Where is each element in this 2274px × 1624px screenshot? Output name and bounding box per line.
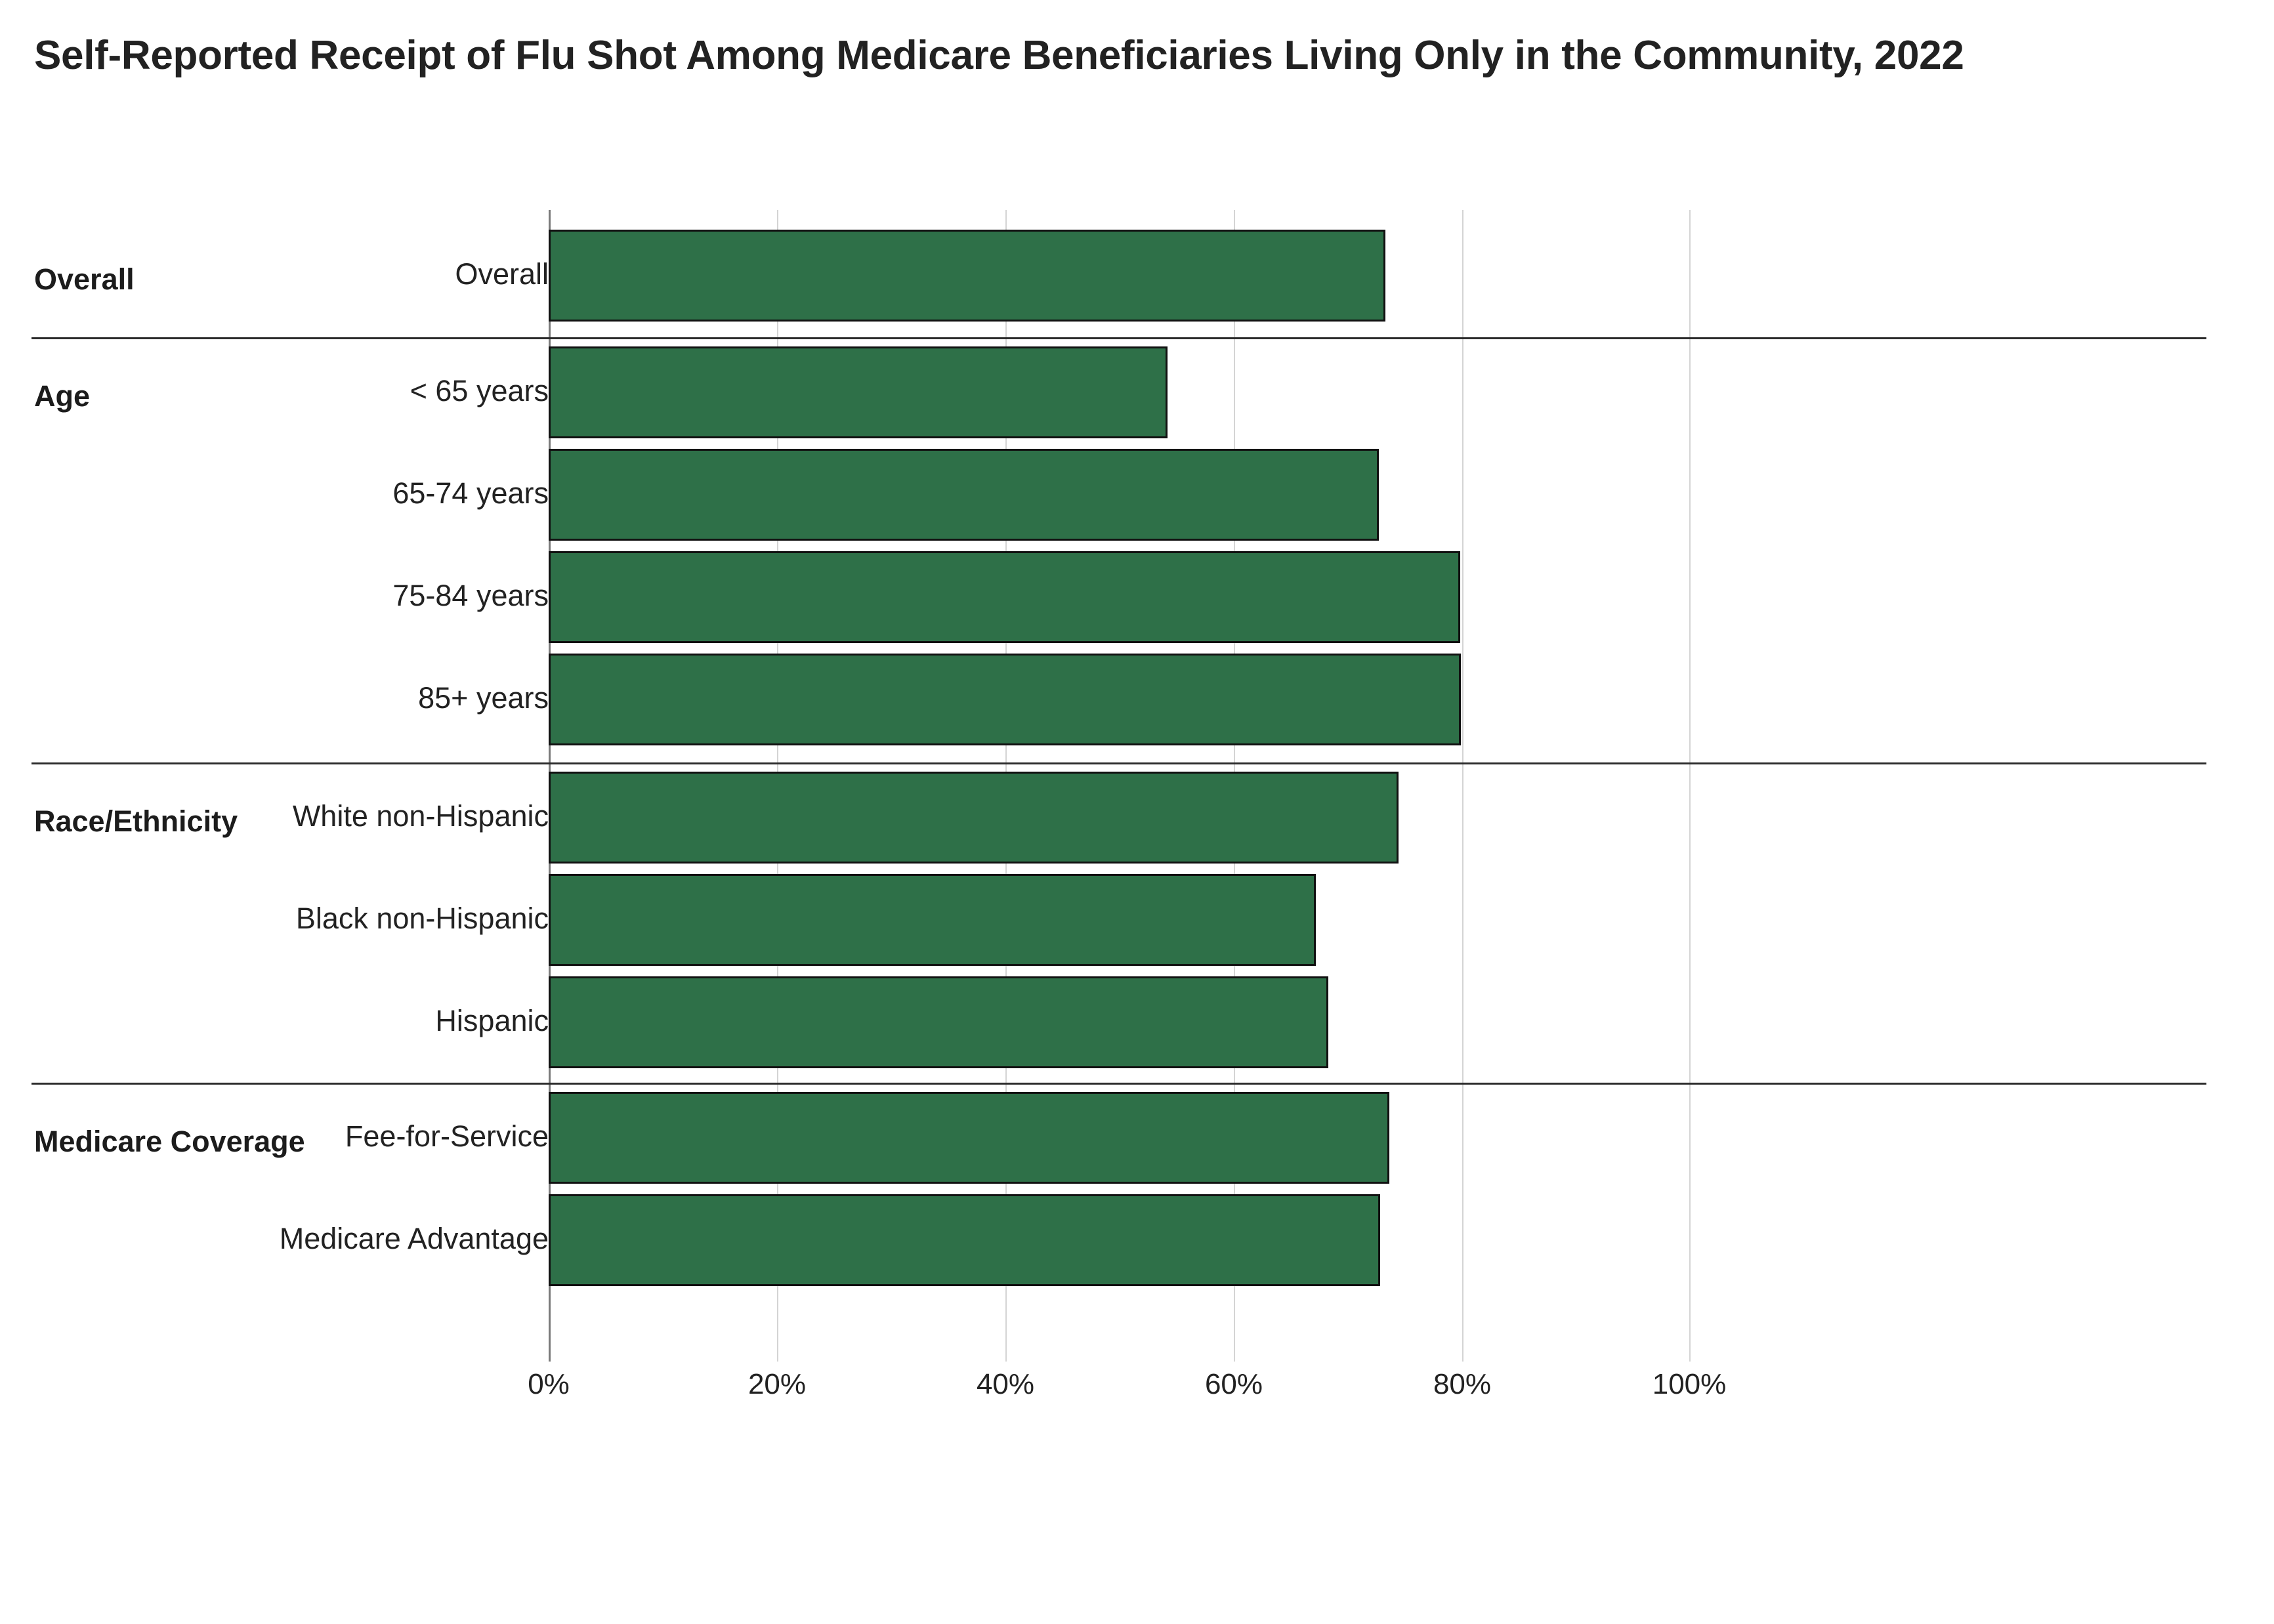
x-tick-label: 40%: [976, 1368, 1035, 1400]
bar[interactable]: [549, 551, 1460, 643]
bar-row-65-74[interactable]: [32, 449, 2240, 541]
plot-area: [32, 210, 2240, 1400]
group-separator-2: [32, 762, 2206, 764]
group-separator-1: [32, 337, 2206, 339]
group-label-age: Age: [34, 379, 91, 413]
bar[interactable]: [549, 230, 1385, 322]
bar-row-white-non-hispanic[interactable]: [32, 772, 2240, 864]
category-label: Overall: [455, 257, 549, 291]
x-tick-label: 0%: [528, 1368, 570, 1400]
category-label: < 65 years: [410, 374, 549, 407]
category-label: Medicare Advantage: [279, 1222, 549, 1255]
bar[interactable]: [549, 654, 1461, 745]
bar-row-fee-for-service[interactable]: [32, 1092, 2240, 1184]
page-title: Self-Reported Receipt of Flu Shot Among Medicare Beneficiaries Living Only in the Community, 2022: [34, 33, 1964, 78]
category-label: 65-74 years: [392, 476, 549, 510]
bar-row-overall[interactable]: [32, 230, 2240, 322]
bar[interactable]: [549, 1092, 1389, 1184]
bar-row-medicare-advantage[interactable]: [32, 1194, 2240, 1286]
bar[interactable]: [549, 1194, 1380, 1286]
bar-row-hispanic[interactable]: [32, 976, 2240, 1068]
bar[interactable]: [549, 449, 1379, 541]
bar[interactable]: [549, 976, 1328, 1068]
x-tick-label: 80%: [1433, 1368, 1492, 1400]
category-label: Black non-Hispanic: [295, 902, 549, 935]
group-label-race-ethnicity: Race/Ethnicity: [34, 804, 238, 838]
bar-row-85plus[interactable]: [32, 654, 2240, 745]
x-tick-label: 100%: [1652, 1368, 1727, 1400]
category-label: White non-Hispanic: [292, 799, 549, 833]
group-separator-3: [32, 1083, 2206, 1085]
bar[interactable]: [549, 346, 1168, 438]
group-label-medicare-coverage: Medicare Coverage: [34, 1125, 305, 1158]
x-tick-label: 60%: [1204, 1368, 1263, 1400]
category-label: Hispanic: [435, 1004, 549, 1037]
category-label: 85+ years: [418, 681, 549, 715]
bar[interactable]: [549, 772, 1399, 864]
bar-row-75-84[interactable]: [32, 551, 2240, 643]
category-label: 75-84 years: [392, 579, 549, 612]
category-label: Fee-for-Service: [345, 1119, 549, 1153]
bar-row-black-non-hispanic[interactable]: [32, 874, 2240, 966]
group-label-overall: Overall: [34, 262, 135, 296]
bar[interactable]: [549, 874, 1316, 966]
bar-row-under65[interactable]: [32, 346, 2240, 438]
bar-rows: [32, 210, 2240, 1362]
x-tick-label: 20%: [747, 1368, 807, 1400]
x-axis-ticks: [528, 1368, 1727, 1414]
